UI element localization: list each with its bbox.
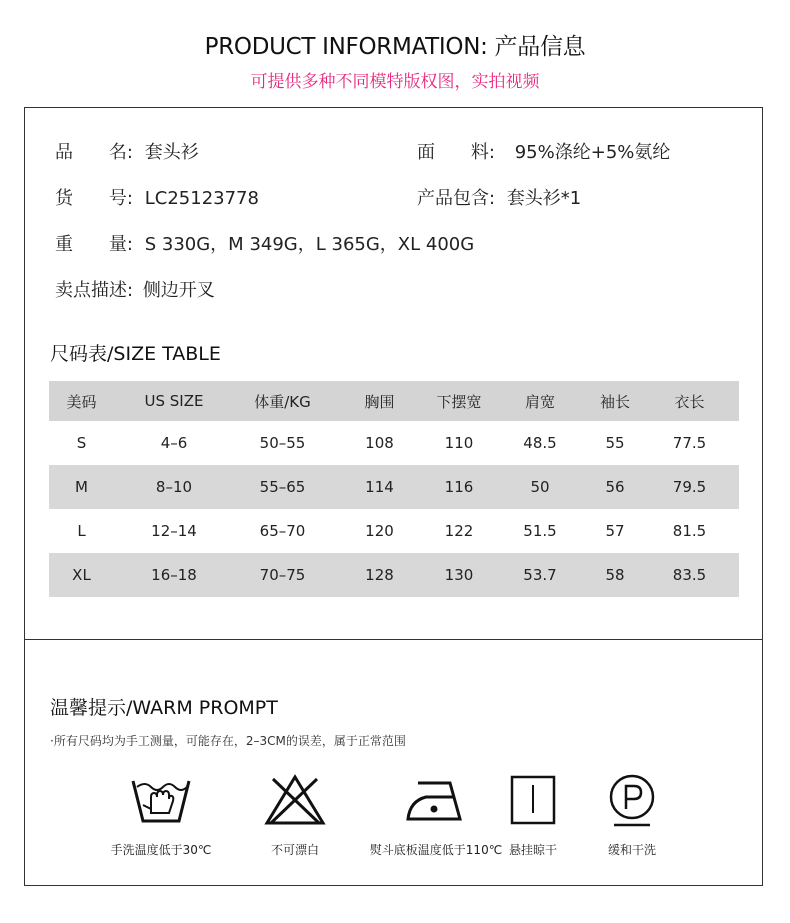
table-header: 衣长 [674, 392, 705, 411]
measurement-note: ·所有尺码均为手工测量，可能存在，2–3CM的误差，属于正常范围 [50, 734, 406, 748]
care-label: 缓和干洗 [607, 843, 656, 857]
info-row-fabric [417, 138, 670, 164]
table-cell: 130 [444, 566, 474, 584]
table-cell: 120 [365, 522, 394, 540]
table-cell: 48.5 [523, 434, 557, 452]
table-row [49, 421, 739, 465]
table-cell: 77.5 [672, 434, 707, 452]
table-header: 肩宽 [524, 392, 555, 411]
table-header: 体重/KG [254, 392, 311, 411]
table-cell: 50 [530, 478, 550, 496]
page-subtitle: 可提供多种不同模特版权图，实拍视频 [250, 72, 540, 92]
care-label: 悬挂晾干 [508, 843, 557, 857]
table-cell: 56 [605, 478, 625, 496]
size-table-title: 尺码表/SIZE TABLE [50, 343, 221, 365]
feature-label: 卖点描述: [55, 280, 134, 301]
section-divider [25, 639, 762, 640]
hang-dry-icon [501, 773, 565, 827]
table-cell: 12–14 [151, 522, 197, 540]
name-label: 品 名: [55, 142, 133, 163]
info-row-feature [55, 276, 215, 302]
table-cell: 110 [444, 434, 474, 452]
table-cell: 114 [365, 478, 394, 496]
care-label: 不可漂白 [270, 843, 319, 857]
table-cell: L [77, 522, 86, 540]
weight-label: 重 量: [55, 234, 133, 255]
table-cell: 79.5 [672, 478, 707, 496]
table-cell: 51.5 [523, 522, 557, 540]
care-no-bleach [235, 773, 355, 858]
fabric-label: 面 料: [417, 142, 495, 163]
table-cell: 70–75 [259, 566, 306, 584]
table-header: 美码 [66, 392, 97, 411]
care-label: 熨斗底板温度低于110℃ [369, 843, 503, 857]
table-header: 胸围 [364, 392, 395, 411]
table-cell: 116 [444, 478, 474, 496]
table-cell: 57 [605, 522, 625, 540]
table-cell: 16–18 [151, 566, 197, 584]
care-hand-wash [101, 773, 221, 858]
table-cell: 58 [605, 566, 625, 584]
table-cell: 55 [605, 434, 625, 452]
table-cell: 108 [365, 434, 394, 452]
warm-prompt-title: 温馨提示/WARM PROMPT [50, 697, 278, 719]
feature-value: 侧边开叉 [142, 280, 215, 301]
info-row-code [55, 184, 259, 210]
table-cell: 65–70 [259, 522, 306, 540]
info-row-name [55, 138, 199, 164]
table-header: US SIZE [144, 392, 204, 410]
table-cell: S [76, 434, 87, 452]
care-label: 手洗温度低于30℃ [110, 843, 212, 857]
table-cell: 122 [444, 522, 474, 540]
table-cell: 83.5 [672, 566, 707, 584]
package-label: 产品包含: [417, 188, 496, 209]
table-cell: 55–65 [259, 478, 306, 496]
no-bleach-icon [263, 773, 327, 827]
table-header: 下摆宽 [436, 392, 482, 411]
dry-clean-p-icon [600, 773, 664, 827]
table-header: 袖长 [599, 392, 630, 411]
weight-value: S 330G，M 349G，L 365G，XL 400G [144, 234, 475, 255]
info-row-weight [55, 230, 474, 256]
table-row [49, 553, 739, 597]
table-cell: XL [72, 566, 91, 584]
name-value: 套头衫 [144, 142, 199, 163]
table-header-row [49, 381, 739, 421]
table-cell: 8–10 [155, 478, 193, 496]
code-value: LC25123778 [144, 188, 259, 209]
table-cell: 81.5 [672, 522, 707, 540]
fabric-value: 95%涤纶+5%氨纶 [514, 142, 671, 163]
info-panel [24, 107, 763, 886]
table-cell: 128 [365, 566, 394, 584]
table-cell: M [75, 478, 88, 496]
size-table [49, 381, 739, 597]
page-title: PRODUCT INFORMATION: 产品信息 [204, 34, 586, 60]
iron-low-icon [404, 773, 468, 827]
table-row [49, 465, 739, 509]
care-dry-clean [572, 773, 692, 858]
table-row [49, 509, 739, 553]
code-label: 货 号: [55, 188, 133, 209]
table-cell: 53.7 [523, 566, 557, 584]
hand-wash-icon [129, 773, 193, 827]
table-cell: 50–55 [259, 434, 306, 452]
info-row-package [417, 184, 581, 210]
table-cell: 4–6 [160, 434, 188, 452]
package-value: 套头衫*1 [506, 188, 582, 209]
